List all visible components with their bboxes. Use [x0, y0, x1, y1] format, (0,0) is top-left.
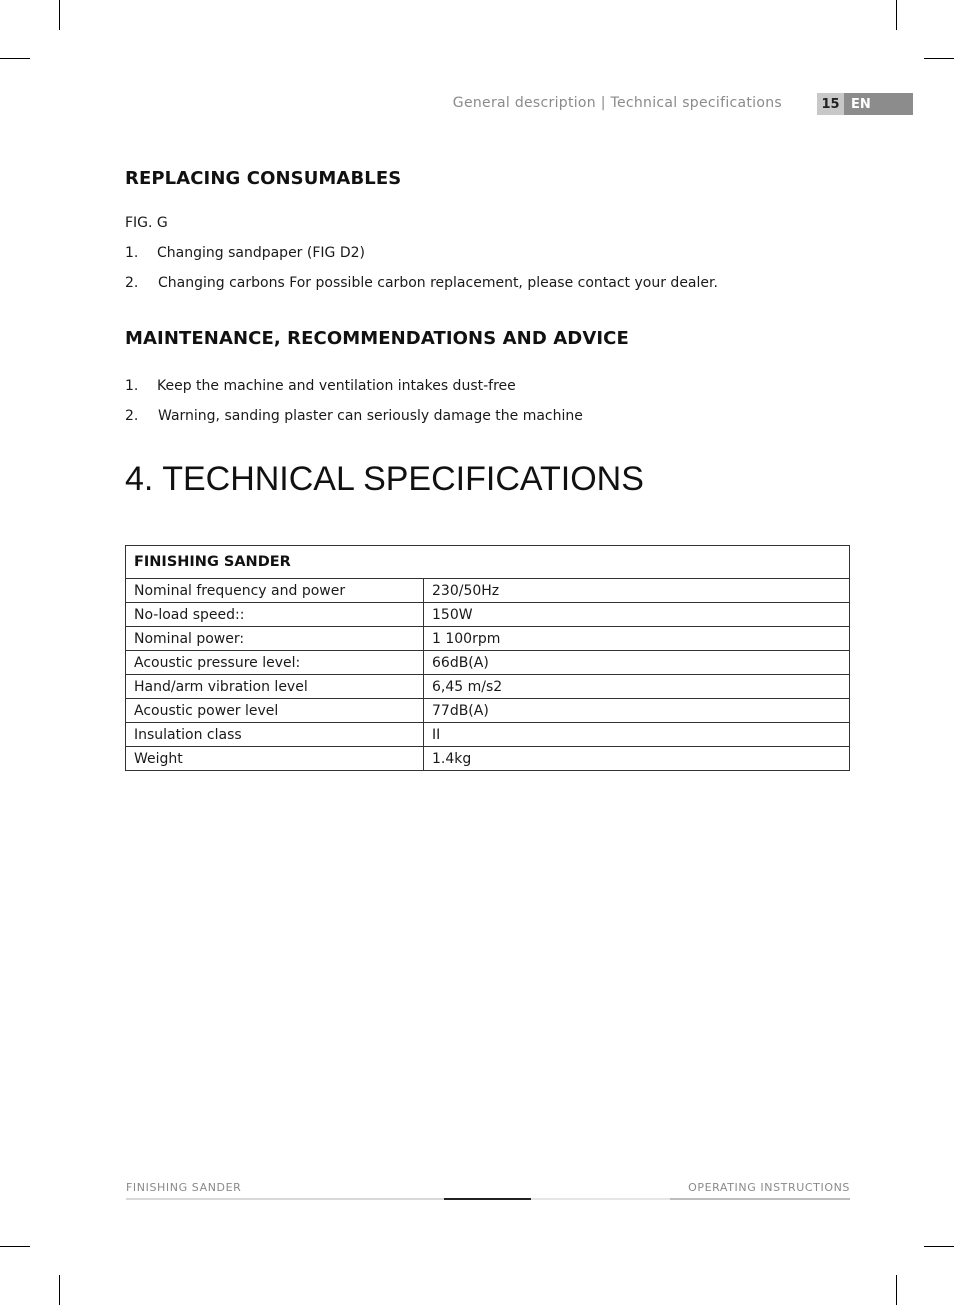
crop-mark: [924, 58, 954, 59]
table-row: [126, 699, 850, 723]
spec-value: 1 100rpm: [424, 627, 850, 651]
page-badge: [817, 93, 913, 115]
crop-mark: [896, 0, 897, 30]
spec-label: Acoustic pressure level:: [126, 651, 424, 675]
list-text: Changing sandpaper (FIG D2): [157, 245, 365, 261]
spec-label: Insulation class: [126, 723, 424, 747]
section-title-maintenance: MAINTENANCE, RECOMMENDATIONS AND ADVICE: [125, 328, 629, 349]
language-code: EN: [844, 93, 913, 115]
specifications-table: [125, 545, 850, 771]
crop-mark: [0, 58, 30, 59]
table-row: [126, 747, 850, 771]
footer-rule: [670, 1198, 850, 1200]
footer-rule: [531, 1198, 670, 1200]
spec-label: Hand/arm vibration level: [126, 675, 424, 699]
list-text: Warning, sanding plaster can seriously damage the machine: [158, 408, 583, 424]
table-row: [126, 723, 850, 747]
page-number: 15: [817, 93, 844, 115]
spec-value: 150W: [424, 603, 850, 627]
crop-mark: [0, 1246, 30, 1247]
list-item: [125, 245, 365, 261]
list-number: 1.: [125, 378, 139, 394]
spec-label: Nominal power:: [126, 627, 424, 651]
spec-value: 1.4kg: [424, 747, 850, 771]
footer-doc-type: OPERATING INSTRUCTIONS: [688, 1181, 850, 1194]
crop-mark: [59, 1275, 60, 1305]
table-row: [126, 603, 850, 627]
list-number: 2.: [125, 275, 139, 291]
spec-label: Weight: [126, 747, 424, 771]
table-header-row: [126, 546, 850, 579]
list-text: Keep the machine and ventilation intakes dust-free: [157, 378, 516, 394]
spec-value: 66dB(A): [424, 651, 850, 675]
spec-value: 230/50Hz: [424, 579, 850, 603]
fig-reference: FIG. G: [125, 215, 168, 231]
section-title-replacing: REPLACING CONSUMABLES: [125, 168, 402, 189]
table-row: [126, 675, 850, 699]
spec-value: II: [424, 723, 850, 747]
table-row: [126, 627, 850, 651]
list-item: [125, 275, 718, 291]
spec-label: Acoustic power level: [126, 699, 424, 723]
footer-rule: [126, 1198, 444, 1200]
crop-mark: [59, 0, 60, 30]
running-header: General description | Technical specifications: [452, 95, 782, 111]
table-row: [126, 579, 850, 603]
footer-product: FINISHING SANDER: [126, 1181, 242, 1194]
list-number: 2.: [125, 408, 139, 424]
spec-label: No-load speed::: [126, 603, 424, 627]
chapter-title: 4. TECHNICAL SPECIFICATIONS: [125, 460, 644, 498]
footer-rule-accent: [444, 1198, 531, 1200]
list-item: [125, 378, 516, 394]
list-item: [125, 408, 583, 424]
list-number: 1.: [125, 245, 139, 261]
crop-mark: [924, 1246, 954, 1247]
list-text: Changing carbons For possible carbon replacement, please contact your dealer.: [158, 275, 718, 291]
spec-value: 6,45 m/s2: [424, 675, 850, 699]
spec-value: 77dB(A): [424, 699, 850, 723]
table-row: [126, 651, 850, 675]
spec-label: Nominal frequency and power: [126, 579, 424, 603]
crop-mark: [896, 1275, 897, 1305]
table-header: FINISHING SANDER: [126, 546, 850, 579]
